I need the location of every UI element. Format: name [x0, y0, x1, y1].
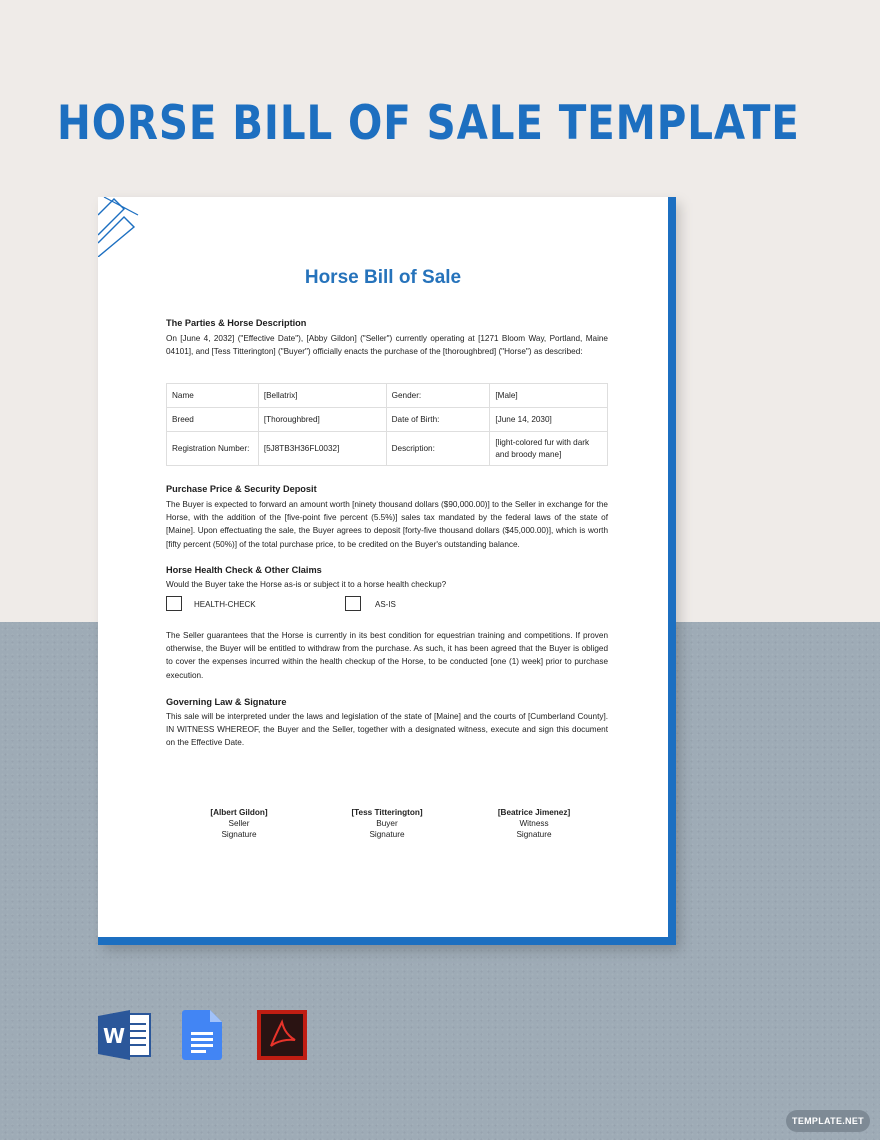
- corner-decoration-icon: [98, 197, 146, 257]
- seller-signature-label: Signature: [221, 830, 257, 839]
- buyer-signature-block: [322, 807, 452, 840]
- pdf-icon[interactable]: [257, 1010, 307, 1060]
- seller-role: Seller: [228, 819, 250, 828]
- health-paragraph: The Seller guarantees that the Horse is currently in its best condition for equestrian training and competitions. If proven otherwise, the Buyer will be entitled to withdraw from the purchase. As such, it has been agreed that the Buyer is obliged to cover the expenses incurred within the health checkup of the Horse, to be conducted [one (1) week] prior to purchase execution.: [166, 631, 608, 680]
- table-cell: [Bellatrix]: [258, 384, 386, 408]
- witness-role: Witness: [519, 819, 549, 828]
- word-icon[interactable]: [98, 1010, 152, 1060]
- table-row: [167, 384, 608, 408]
- document-title: Horse Bill of Sale: [304, 267, 462, 288]
- section-heading-purchase: Purchase Price & Security Deposit: [166, 484, 317, 494]
- table-cell: [Thoroughbred]: [258, 408, 386, 432]
- section-heading-parties: The Parties & Horse Description: [166, 318, 307, 328]
- template-net-watermark: TEMPLATE.NET: [786, 1110, 870, 1132]
- buyer-signature-label: Signature: [369, 830, 405, 839]
- table-cell: Gender:: [386, 384, 490, 408]
- witness-signature-label: Signature: [516, 830, 552, 839]
- section-heading-governing: Governing Law & Signature: [166, 697, 287, 707]
- health-check-label: HEALTH-CHECK: [194, 600, 256, 609]
- table-cell: Name: [167, 384, 259, 408]
- parties-paragraph: On [June 4, 2032] ("Effective Date"), [Abby Gildon] ("Seller") currently operating at [1271 Bloom Way, Portland, Maine 04101], and [Tess Titterington] ("Buyer") officially enacts the purchase of the [thoroughbred] ("Horse") as described:: [166, 334, 608, 357]
- governing-paragraph: This sale will be interpreted under the laws and legislation of the state of [Maine] and the courts of [Cumberland County]. IN WITNESS WHEREOF, the Buyer and the Seller, together with a designated witness, execute and sign this document on the Effective Date.: [166, 712, 608, 748]
- seller-name: [Albert Gildon]: [210, 808, 268, 817]
- witness-name: [Beatrice Jimenez]: [497, 808, 571, 817]
- buyer-role: Buyer: [376, 819, 398, 828]
- horse-info-table: [166, 383, 608, 466]
- purchase-paragraph: The Buyer is expected to forward an amount worth [ninety thousand dollars ($90,000.00)] to the Seller in exchange for the Horse, with the addition of the [five-point five percent (5.5%)] sales tax mandated by the federal laws of the state of [Maine]. Upon effectuating the sale, the Buyer agrees to deposit [forty-five thousand dollars ($45,000.00)], which is worth [fifty percent (50%)] of the total purchase price, to be credited on the Buyer's outstanding balance.: [166, 500, 608, 549]
- table-cell: [Male]: [490, 384, 608, 408]
- page-heading: HORSE BILL OF SALE TEMPLATE: [57, 96, 800, 151]
- as-is-checkbox[interactable]: [345, 596, 361, 611]
- table-cell: [5J8TB3H36FL0032]: [258, 432, 386, 466]
- section-heading-health: Horse Health Check & Other Claims: [166, 565, 322, 575]
- table-cell: [light-colored fur with dark and broody mane]: [490, 432, 608, 466]
- google-docs-icon[interactable]: [182, 1010, 222, 1060]
- table-cell: Date of Birth:: [386, 408, 490, 432]
- witness-signature-block: [469, 807, 599, 840]
- table-cell: [June 14, 2030]: [490, 408, 608, 432]
- svg-text:W: W: [102, 1024, 126, 1048]
- document-page: [98, 197, 668, 937]
- table-row: [167, 432, 608, 466]
- table-row: [167, 408, 608, 432]
- health-question: Would the Buyer take the Horse as-is or subject it to a horse health checkup?: [166, 580, 447, 589]
- table-cell: Description:: [386, 432, 490, 466]
- health-check-checkbox[interactable]: [166, 596, 182, 611]
- buyer-name: [Tess Titterington]: [351, 808, 423, 817]
- table-cell: Breed: [167, 408, 259, 432]
- as-is-label: AS-IS: [375, 600, 396, 609]
- seller-signature-block: [174, 807, 304, 840]
- table-cell: Registration Number:: [167, 432, 259, 466]
